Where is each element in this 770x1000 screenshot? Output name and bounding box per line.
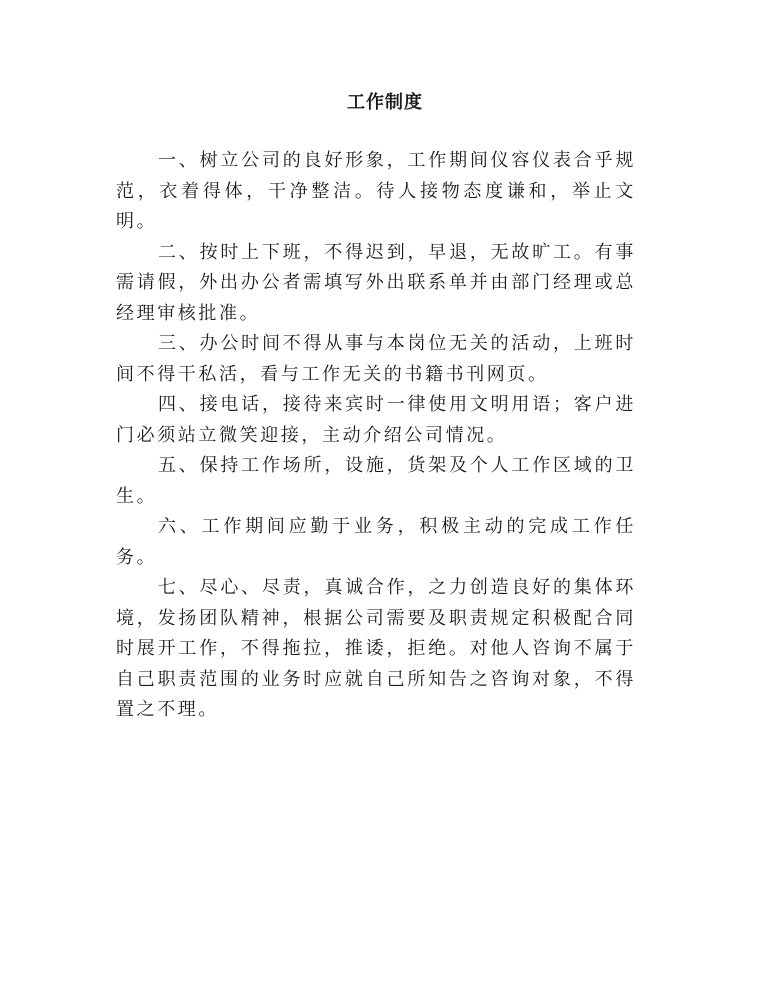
rule-paragraph-6: 六、工作期间应勤于业务，积极主动的完成工作任务。 [116,516,636,568]
rule-paragraph-5: 五、保持工作场所，设施，货架及个人工作区域的卫生。 [116,455,636,507]
document-title: 工作制度 [347,92,423,113]
rule-paragraph-7: 七、尽心、尽责，真诚合作，之力创造良好的集体环境，发扬团队精神，根据公司需要及职责规定积极配合同时展开工作，不得拖拉，推诿，拒绝。对他人咨询不属于自己职责范围的业务时应就自己所知告之咨询对象，不得置之不理。 [116,577,636,720]
rule-paragraph-1: 一、树立公司的良好形象，工作期间仪容仪表合乎规范，衣着得体，干净整洁。待人接物态度谦和，举止文明。 [116,150,636,232]
rule-paragraph-3: 三、办公时间不得从事与本岗位无关的活动，上班时间不得干私活，看与工作无关的书籍书刊网页。 [116,333,636,385]
document-body [116,146,636,726]
rule-paragraph-4: 四、接电话，接待来宾时一律使用文明用语；客户进门必须站立微笑迎接，主动介绍公司情况。 [116,394,636,446]
rule-paragraph-2: 二、按时上下班，不得迟到，早退，无故旷工。有事需请假，外出办公者需填写外出联系单并由部门经理或总经理审核批准。 [116,241,636,324]
